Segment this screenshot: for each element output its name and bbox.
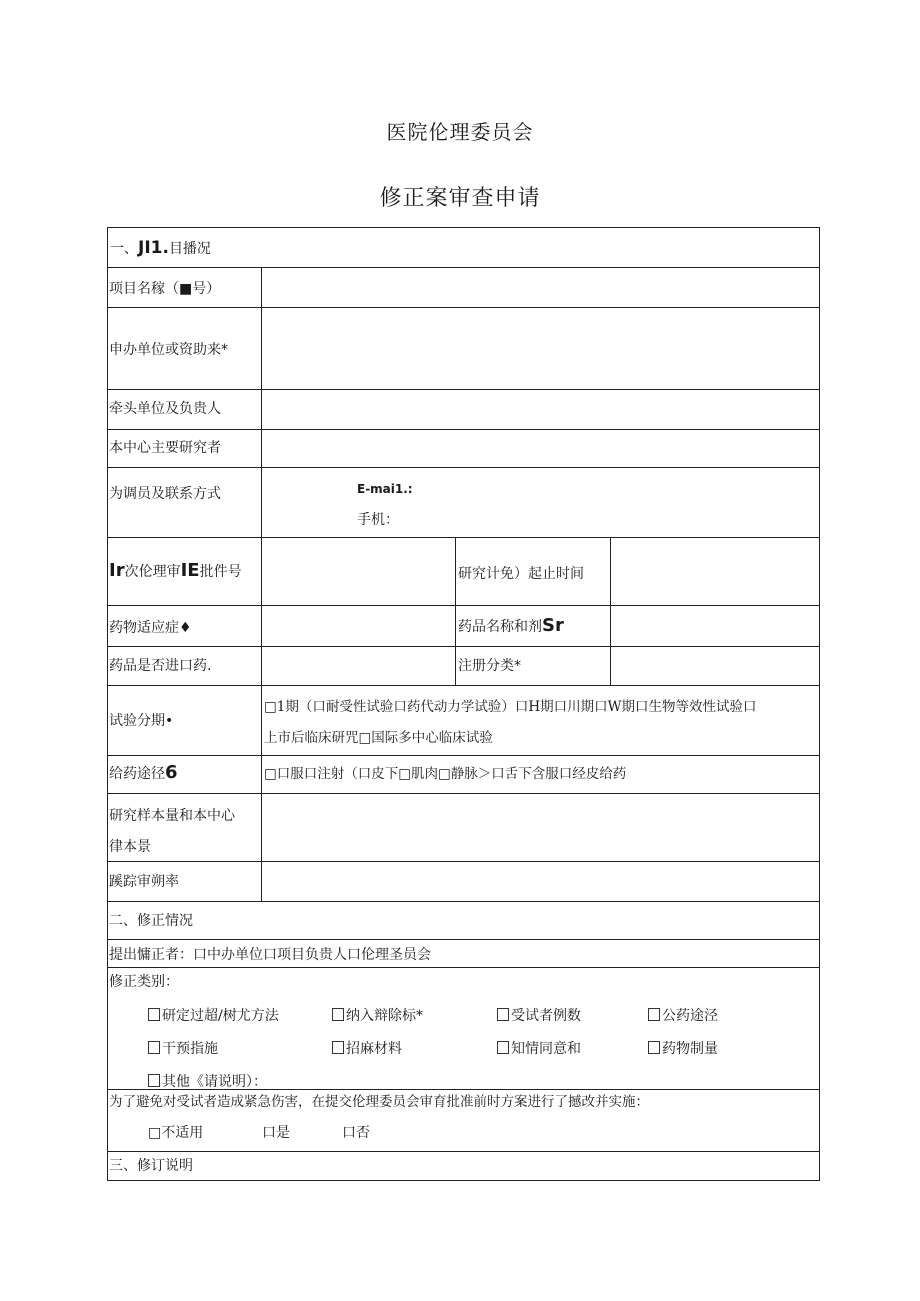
label-email: E-mai1.: bbox=[357, 482, 413, 496]
col-divider bbox=[455, 537, 456, 685]
row-divider bbox=[107, 967, 820, 968]
type-option-label: 受试者例数 bbox=[511, 1008, 581, 1024]
checkbox-icon bbox=[148, 1008, 160, 1021]
type-option-consent[interactable] bbox=[497, 1040, 581, 1058]
type-option-criteria[interactable] bbox=[332, 1007, 423, 1025]
checkbox-icon bbox=[332, 1008, 344, 1021]
type-option-label: 公药途泾 bbox=[662, 1008, 718, 1024]
approval-d: 批件号 bbox=[199, 564, 242, 580]
approval-b: 次伦理审 bbox=[124, 564, 181, 580]
org-title: 医院伦理委员会 bbox=[386, 120, 534, 144]
route-options[interactable]: □口服口注射（口皮下□肌肉□静脉＞口舌下含服口经皮给药 bbox=[264, 766, 627, 782]
label-approval-number bbox=[109, 562, 242, 581]
label-sample-line2: 律本景 bbox=[109, 839, 151, 855]
row-divider bbox=[107, 1151, 820, 1152]
label-sample-line1: 研究样本量和本中心 bbox=[109, 808, 235, 824]
option-not-applicable[interactable]: □不适用 bbox=[148, 1125, 204, 1141]
type-option-label: 干预指施 bbox=[162, 1041, 218, 1057]
type-option-label: 纳入辩除标* bbox=[346, 1008, 423, 1024]
checkbox-icon bbox=[648, 1008, 660, 1021]
row-divider bbox=[107, 537, 820, 538]
section1-prefix: 一、 bbox=[110, 241, 138, 257]
row-divider bbox=[107, 793, 820, 794]
route-b: 6 bbox=[165, 762, 178, 783]
phase-options-line1[interactable]: □1期（口耐受性试验口药代动力学试验）口H期口川期口W期口生物等效性试验口 bbox=[264, 699, 757, 715]
type-option-other[interactable] bbox=[148, 1073, 267, 1091]
checkbox-icon bbox=[497, 1041, 509, 1054]
section3-header: 三、修订说明 bbox=[109, 1158, 193, 1174]
checkbox-icon bbox=[148, 1074, 160, 1087]
row-divider bbox=[107, 467, 820, 468]
checkbox-icon bbox=[497, 1008, 509, 1021]
type-option-label: 药物制量 bbox=[662, 1041, 718, 1057]
row-divider bbox=[107, 389, 820, 390]
proposer-options[interactable]: 提出慵正者：口中办单位口项目负贵人口伦理圣员会 bbox=[109, 947, 431, 963]
row-divider bbox=[107, 755, 820, 756]
label-contact: 为调员及联系方式 bbox=[109, 486, 221, 502]
option-no[interactable]: 口否 bbox=[342, 1125, 370, 1141]
label-lead-unit: 牵头单位及负贵人 bbox=[109, 401, 221, 417]
emergency-question: 为了避免对受试者造成紧急伤害，在提交伦理委员会审育批准前时方案进行了撼改并实施： bbox=[109, 1094, 649, 1110]
type-option-protocol[interactable] bbox=[148, 1007, 279, 1025]
route-a: 给药途径 bbox=[109, 766, 165, 782]
drug-name-b: Sr bbox=[542, 615, 564, 636]
section1-header bbox=[110, 239, 211, 258]
approval-c: IE bbox=[180, 560, 200, 581]
label-pi: 本中心主要研究者 bbox=[109, 440, 221, 456]
section1-code: JI1. bbox=[138, 238, 169, 258]
label-tracking: 蹊踪审朔率 bbox=[109, 874, 179, 890]
row-divider bbox=[107, 939, 820, 940]
col-divider bbox=[261, 267, 262, 901]
form-title: 修正案审查申请 bbox=[379, 186, 541, 211]
type-option-dosage[interactable] bbox=[648, 1040, 718, 1058]
row-divider bbox=[107, 307, 820, 308]
type-option-sample[interactable] bbox=[497, 1007, 581, 1025]
label-imported: 药品是否进口药. bbox=[109, 658, 212, 674]
approval-a: Ir bbox=[109, 560, 125, 581]
label-study-period: 研究计免）起止时间 bbox=[458, 566, 584, 582]
type-option-label: 招麻材料 bbox=[346, 1041, 402, 1057]
phase-options-line2[interactable]: 上市后临床研咒□国际多中心临床试验 bbox=[264, 730, 493, 746]
label-phone: 手机： bbox=[357, 512, 399, 528]
label-sponsor: 申办单位或资助来* bbox=[109, 342, 228, 358]
label-indication: 药物适应症♦ bbox=[109, 620, 192, 636]
option-yes[interactable]: 口是 bbox=[262, 1125, 290, 1141]
checkbox-icon bbox=[648, 1041, 660, 1054]
type-option-label: 研定过超/树尤方法 bbox=[162, 1008, 279, 1024]
section2-header: 二、修正情况 bbox=[109, 913, 193, 929]
col-divider bbox=[610, 537, 611, 685]
label-phase: 试验分期• bbox=[109, 713, 174, 729]
type-label: 修正类别： bbox=[109, 974, 179, 990]
label-project-name: 项目名稼（■号） bbox=[109, 281, 221, 297]
checkbox-icon bbox=[332, 1041, 344, 1054]
row-divider bbox=[107, 429, 820, 430]
drug-name-a: 药品名称和剂 bbox=[458, 619, 542, 635]
row-divider bbox=[107, 646, 820, 647]
label-route bbox=[109, 764, 178, 783]
row-divider bbox=[107, 861, 820, 862]
type-option-label: 知情同意和 bbox=[511, 1041, 581, 1057]
checkbox-icon bbox=[148, 1041, 160, 1054]
section1-suffix: 目播况 bbox=[168, 241, 211, 257]
label-drug-name bbox=[458, 617, 564, 636]
type-option-recruitment[interactable] bbox=[332, 1040, 402, 1058]
row-divider bbox=[107, 267, 820, 268]
row-divider bbox=[107, 901, 820, 902]
type-option-route[interactable] bbox=[648, 1007, 718, 1025]
type-option-label: 其他《请说明）： bbox=[162, 1074, 267, 1090]
type-option-intervention[interactable] bbox=[148, 1040, 218, 1058]
row-divider bbox=[107, 685, 820, 686]
label-registration: 注册分类* bbox=[458, 658, 521, 674]
row-divider bbox=[107, 605, 820, 606]
